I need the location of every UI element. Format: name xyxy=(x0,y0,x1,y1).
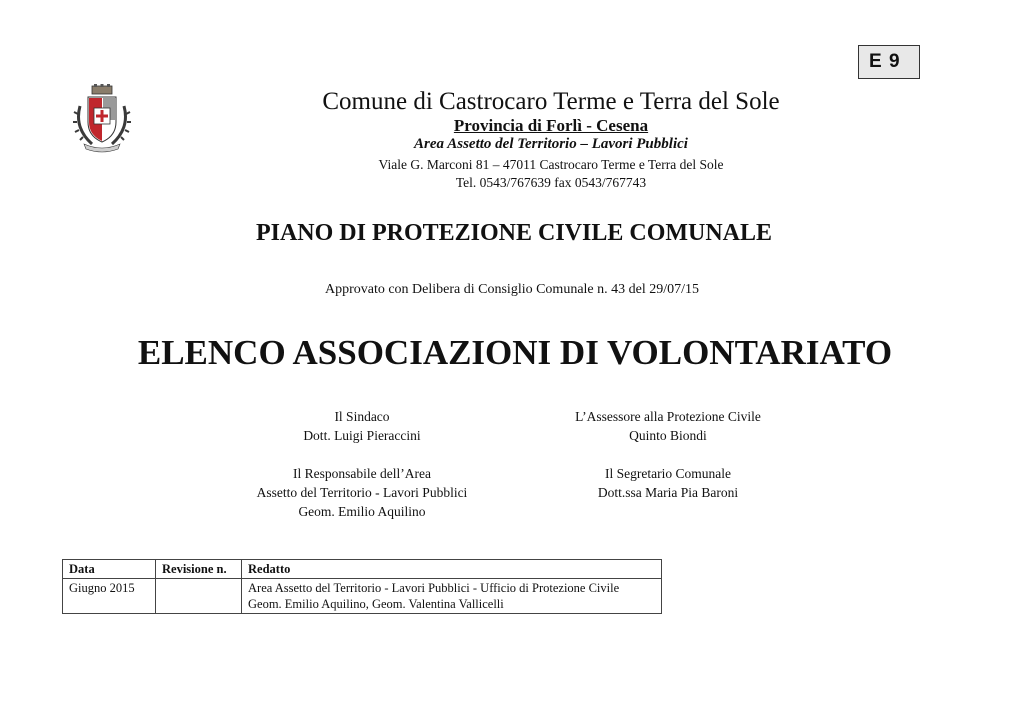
approval-note: Approvato con Delibera di Consiglio Comunale n. 43 del 29/07/15 xyxy=(324,282,700,297)
table-row xyxy=(63,579,662,614)
provincia-line: Provincia di Forlì - Cesena xyxy=(453,116,649,135)
piano-title: PIANO DI PROTEZIONE CIVILE COMUNALE xyxy=(255,220,773,246)
responsabile-block xyxy=(222,464,502,521)
responsabile-role: Il Responsabile dell’Area xyxy=(293,466,431,481)
comune-title: Comune di Castrocaro Terme e Terra del Sole xyxy=(322,88,780,115)
assessore-role: L’Assessore alla Protezione Civile xyxy=(575,409,761,424)
area-line: Area Assetto del Territorio – Lavori Pubblici xyxy=(414,136,688,152)
redatto-authors: Geom. Emilio Aquilino, Geom. Valentina Vallicelli xyxy=(248,597,504,611)
responsabile-area: Assetto del Territorio - Lavori Pubblici xyxy=(256,485,468,500)
address-line: Viale G. Marconi 81 – 47011 Castrocaro Terme e Terra del Sole xyxy=(378,157,724,172)
header-revisione: Revisione n. xyxy=(156,560,242,579)
sindaco-name: Dott. Luigi Pieraccini xyxy=(303,428,421,443)
assessore-name: Quinto Biondi xyxy=(629,428,707,443)
header-redatto: Redatto xyxy=(242,560,662,579)
segretario-block xyxy=(528,464,808,502)
responsabile-name: Geom. Emilio Aquilino xyxy=(298,504,426,519)
document-code-badge: E 9 xyxy=(858,45,920,79)
cell-revisione xyxy=(156,579,242,614)
table-header-row xyxy=(63,560,662,579)
revision-table xyxy=(62,559,662,614)
segretario-role: Il Segretario Comunale xyxy=(605,466,731,481)
sindaco-block xyxy=(222,407,502,445)
segretario-name: Dott.ssa Maria Pia Baroni xyxy=(597,485,739,500)
cell-data: Giugno 2015 xyxy=(63,579,156,614)
sindaco-role: Il Sindaco xyxy=(334,409,390,424)
telephone-line: Tel. 0543/767639 fax 0543/767743 xyxy=(455,175,647,190)
main-title: ELENCO ASSOCIAZIONI DI VOLONTARIATO xyxy=(137,333,893,372)
redatto-office: Area Assetto del Territorio - Lavori Pubblici - Ufficio di Protezione Civile xyxy=(248,581,620,595)
header-data: Data xyxy=(63,560,156,579)
assessore-block xyxy=(528,407,808,445)
cell-redatto xyxy=(242,579,662,614)
